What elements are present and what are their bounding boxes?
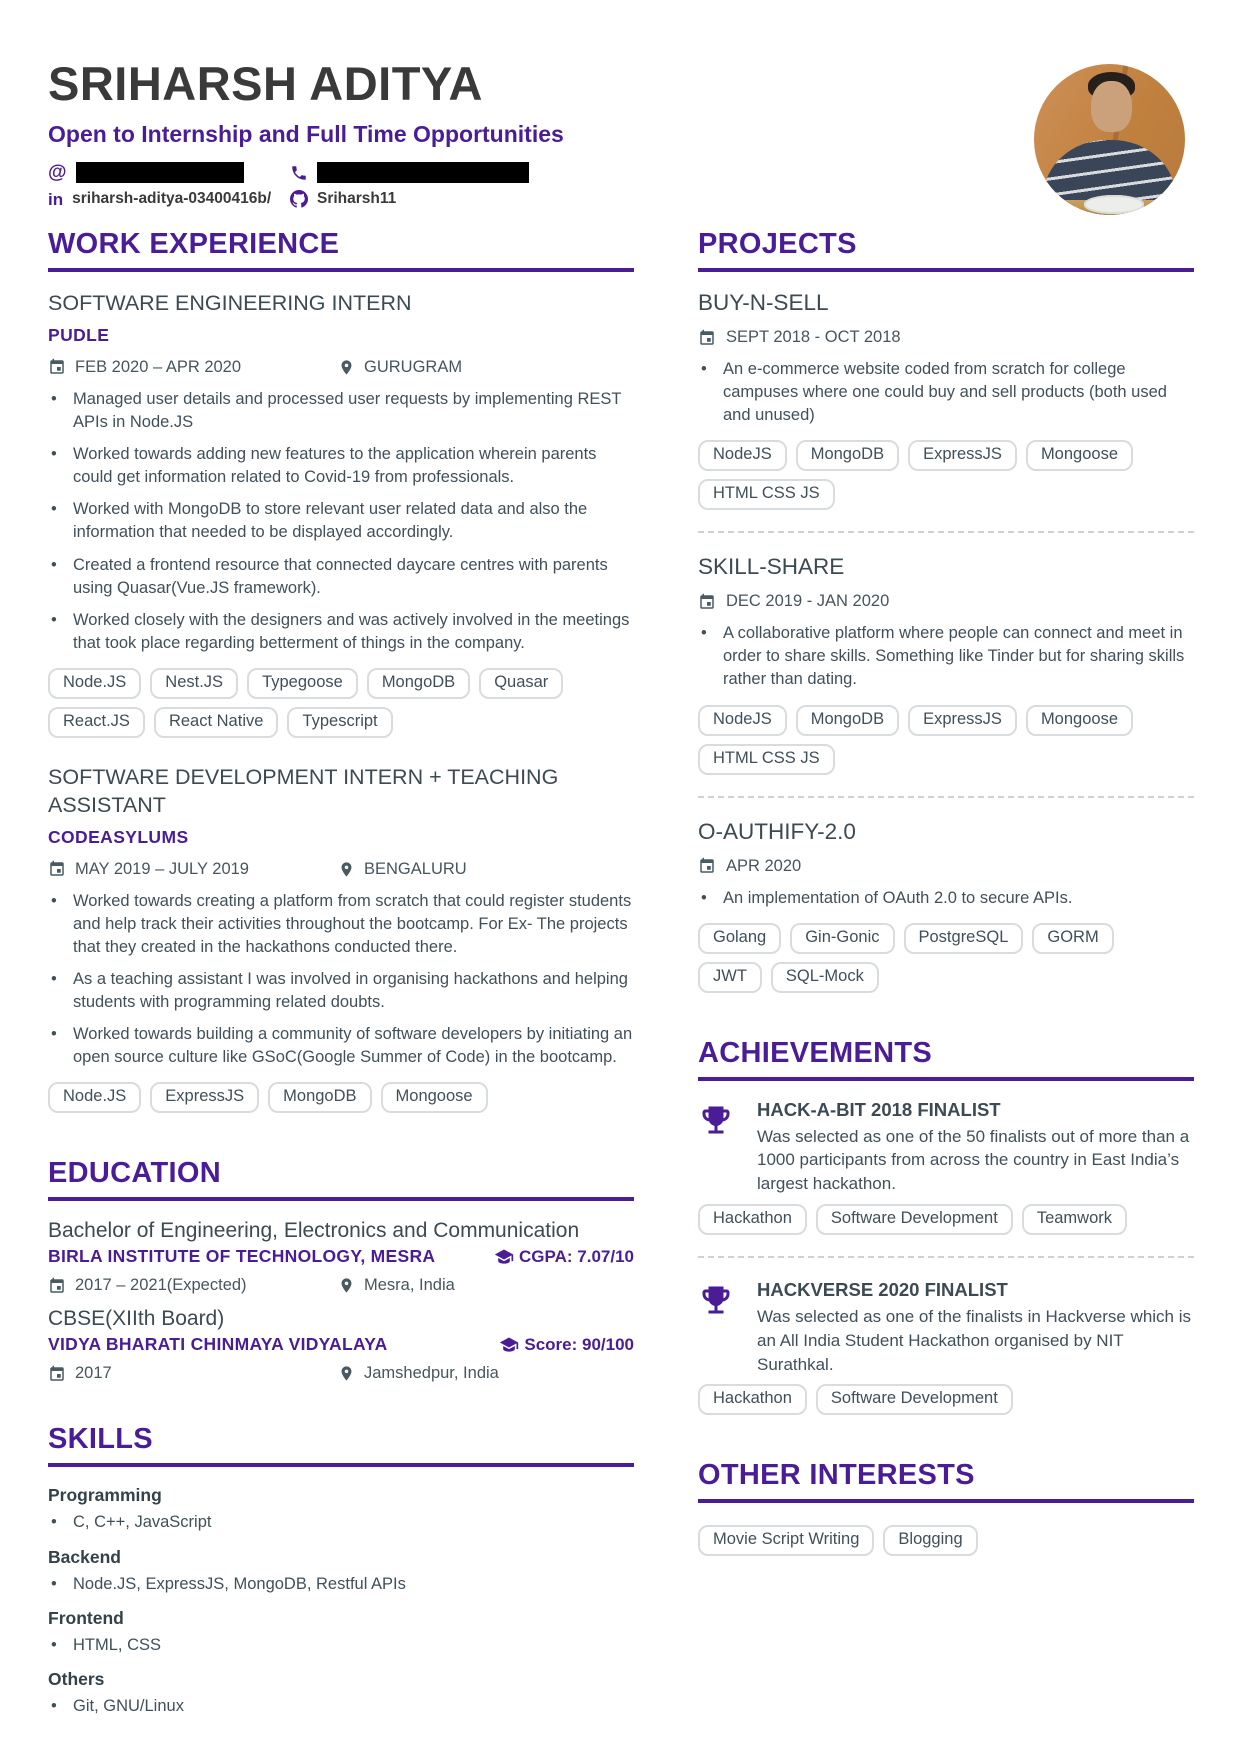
score-value: Score: 90/100 (524, 1334, 634, 1354)
job-meta (48, 358, 634, 377)
achievement-entry (698, 1279, 1194, 1376)
github-link[interactable]: Sriharsh11 (317, 190, 397, 207)
bullet-dot: • (51, 1696, 57, 1715)
job-dates: FEB 2020 – APR 2020 (75, 357, 242, 376)
edu-meta (48, 1276, 634, 1295)
email-item (48, 162, 290, 183)
bullet-dot: • (51, 1025, 57, 1044)
tag-chip: Mongoose (1026, 440, 1133, 471)
person-name: SRIHARSH ADITYA (48, 57, 483, 110)
project-dates: DEC 2019 - JAN 2020 (726, 592, 890, 611)
work-entry (48, 764, 634, 1118)
job-company: CODEASYLUMS (48, 826, 189, 847)
graduation-cap-icon (499, 1335, 519, 1355)
tag-chip: Nest.JS (150, 668, 238, 699)
achievement-title: HACKVERSE 2020 FINALIST (757, 1279, 1008, 1301)
job-dates-item (48, 860, 338, 879)
skill-items-text: HTML, CSS (73, 1635, 162, 1654)
job-bullets (48, 388, 634, 655)
tag-chip: GORM (1032, 923, 1113, 954)
school-row (48, 1246, 634, 1267)
calendar-icon (698, 857, 716, 875)
job-bullet (48, 388, 634, 434)
tag-chip: Gin-Gonic (790, 923, 894, 954)
skill-group-label: Frontend (48, 1607, 124, 1628)
edu-dates: 2017 (75, 1364, 112, 1383)
achievement-entries (698, 1099, 1194, 1420)
skill-items-text: C, C++, JavaScript (73, 1513, 212, 1532)
skill-items (48, 1634, 634, 1657)
calendar-icon (48, 860, 66, 878)
tag-chip: ExpressJS (908, 705, 1017, 736)
bullet-dot: • (51, 500, 57, 519)
project-bullets (698, 887, 1194, 910)
job-bullet-text: Worked towards adding new features to the application wherein parents could get information related to Covid-19 from professionals. (73, 445, 597, 487)
phone-redacted-bar (317, 162, 529, 183)
job-location: BENGALURU (364, 859, 467, 878)
interest-chip: Blogging (883, 1525, 977, 1556)
achievement-description: Was selected as one of the 50 finalists out of more than a 1000 participants from across the country in East India’s largest hackathon. (757, 1126, 1190, 1194)
skill-group (48, 1608, 634, 1657)
tag-chip: PostgreSQL (904, 923, 1024, 954)
project-name: SKILL-SHARE (698, 554, 845, 580)
tag-chip: Software Development (816, 1204, 1013, 1235)
github-icon (290, 190, 308, 208)
job-bullet (48, 609, 634, 655)
calendar-icon (48, 1365, 66, 1383)
job-title: SOFTWARE ENGINEERING INTERN (48, 291, 412, 315)
bullet-dot: • (51, 610, 57, 629)
bullet-dot: • (51, 1513, 57, 1532)
project-entry (698, 819, 1194, 997)
project-bullet (698, 622, 1194, 691)
project-meta (698, 857, 1194, 876)
tag-chip: MongoDB (796, 705, 899, 736)
project-entry (698, 290, 1194, 514)
job-title: SOFTWARE DEVELOPMENT INTERN + TEACHING ASSISTANT (48, 764, 559, 817)
project-bullet (698, 887, 1194, 910)
job-tags (48, 1078, 634, 1117)
edu-meta (48, 1364, 634, 1383)
tag-chip: ExpressJS (908, 440, 1017, 471)
profile-photo (1034, 64, 1185, 215)
tag-chip: MongoDB (367, 668, 470, 699)
degree-name: CBSE(XIIth Board) (48, 1307, 225, 1331)
header (0, 0, 1242, 208)
interest-chip: Movie Script Writing (698, 1525, 874, 1556)
bullet-dot: • (51, 970, 57, 989)
tag-chip: Typegoose (247, 668, 358, 699)
edu-location: Jamshedpur, India (364, 1364, 499, 1383)
dashed-divider (698, 1256, 1194, 1258)
section-skills: SKILLS (48, 1423, 634, 1467)
skill-group (48, 1547, 634, 1596)
skill-group-label: Backend (48, 1546, 121, 1567)
section-achievements: ACHIEVEMENTS (698, 1037, 1194, 1081)
project-entries (698, 290, 1194, 997)
skill-items-text: Node.JS, ExpressJS, MongoDB, Restful APIs (73, 1574, 406, 1593)
tag-chip: NodeJS (698, 440, 787, 471)
project-entry (698, 554, 1194, 778)
project-bullets (698, 358, 1194, 427)
linkedin-item (48, 190, 290, 208)
achievement-description: Was selected as one of the finalists in Hackverse which is an All India Student Hackathon organised by NIT Surathkal. (757, 1307, 1192, 1374)
education-entry (48, 1219, 634, 1295)
graduation-cap-icon (494, 1247, 514, 1267)
section-projects: PROJECTS (698, 228, 1194, 272)
score-badge (499, 1335, 634, 1355)
dashed-divider (698, 531, 1194, 533)
tag-chip: NodeJS (698, 705, 787, 736)
project-bullet (698, 358, 1194, 427)
tag-chip: ExpressJS (150, 1082, 259, 1113)
tag-chip: Node.JS (48, 668, 141, 699)
location-icon (338, 1365, 355, 1382)
tag-chip: React Native (154, 707, 278, 738)
skill-group (48, 1485, 634, 1534)
job-dates: MAY 2019 – JULY 2019 (75, 859, 249, 878)
achievement-title: HACK-A-BIT 2018 FINALIST (757, 1098, 1001, 1120)
bullet-dot: • (51, 445, 57, 464)
skill-items (48, 1573, 634, 1596)
job-location: GURUGRAM (364, 357, 463, 376)
score-value: CGPA: 7.07/10 (519, 1246, 634, 1266)
location-icon (338, 1277, 355, 1294)
project-meta (698, 328, 1194, 347)
tag-chip: SQL-Mock (771, 962, 879, 993)
tag-chip: Hackathon (698, 1204, 807, 1235)
job-bullet-text: Managed user details and processed user requests by implementing REST APIs in Node.JS (73, 389, 622, 432)
tag-chip: Node.JS (48, 1082, 141, 1113)
edu-location: Mesra, India (364, 1276, 455, 1295)
job-bullets (48, 890, 634, 1070)
job-company: PUDLE (48, 324, 110, 345)
edu-dates: 2017 – 2021(Expected) (75, 1276, 247, 1295)
calendar-icon (48, 358, 66, 376)
bullet-dot: • (701, 360, 707, 378)
skills-groups (48, 1485, 634, 1717)
skill-group-label: Others (48, 1668, 105, 1689)
calendar-icon (698, 329, 716, 347)
project-dates: SEPT 2018 - OCT 2018 (726, 328, 901, 346)
project-name: BUY-N-SELL (698, 290, 829, 315)
trophy-icon (698, 1279, 740, 1376)
job-bullet-text: As a teaching assistant I was involved in organising hackathons and helping students with programming related doubts. (73, 970, 628, 1012)
skill-items (48, 1695, 634, 1718)
job-bullet-text: Worked closely with the designers and was actively involved in the meetings that took place regarding betterment of things in the company. (73, 610, 630, 652)
tag-chip: Quasar (479, 668, 563, 699)
work-entry (48, 290, 634, 742)
tag-chip: Golang (698, 923, 781, 954)
edu-location-item (338, 1364, 499, 1383)
job-bullet (48, 443, 634, 489)
headline: Open to Internship and Full Time Opportunities (48, 121, 564, 147)
tag-chip: Mongoose (381, 1082, 488, 1113)
email-icon: @ (48, 162, 67, 183)
education-entries (48, 1219, 634, 1383)
linkedin-link[interactable]: sriharsh-aditya-03400416b/ (72, 190, 272, 207)
job-tags (48, 664, 634, 742)
dashed-divider (698, 796, 1194, 798)
tag-chip: HTML CSS JS (698, 479, 835, 510)
location-icon (338, 861, 355, 878)
location-icon (338, 359, 355, 376)
skill-items (48, 1511, 634, 1534)
achievement-entry (698, 1099, 1194, 1196)
content-columns (0, 228, 1242, 1727)
project-bullet-text: An implementation of OAuth 2.0 to secure APIs. (723, 888, 1073, 907)
achievement-tags (698, 1200, 1194, 1239)
job-bullet-text: Worked towards building a community of software developers by initiating an open source culture like GSoC(Google Summer of Code) in the bootcamp. (73, 1025, 633, 1067)
job-bullet (48, 890, 634, 959)
calendar-icon (48, 1277, 66, 1295)
bullet-dot: • (51, 555, 57, 574)
bullet-dot: • (51, 891, 57, 910)
tag-chip: HTML CSS JS (698, 744, 835, 775)
bullet-dot: • (51, 389, 57, 408)
tag-chip: Software Development (816, 1384, 1013, 1415)
degree-name: Bachelor of Engineering, Electronics and Communication (48, 1219, 580, 1243)
edu-dates-item (48, 1364, 338, 1383)
job-bullet (48, 1023, 634, 1069)
achievement-body (757, 1099, 1194, 1196)
tag-chip: React.JS (48, 707, 145, 738)
tag-chip: Mongoose (1026, 705, 1133, 736)
score-badge (494, 1247, 634, 1267)
job-dates-item (48, 358, 338, 377)
tag-chip: Typescript (287, 707, 392, 738)
section-education: EDUCATION (48, 1157, 634, 1201)
section-other-interests: OTHER INTERESTS (698, 1459, 1194, 1503)
project-tags (698, 701, 1194, 779)
tag-chip: MongoDB (268, 1082, 371, 1113)
job-location-item (338, 860, 467, 879)
achievement-body (757, 1279, 1194, 1376)
education-entry (48, 1307, 634, 1383)
job-meta (48, 860, 634, 879)
job-bullet (48, 968, 634, 1014)
skill-group-label: Programming (48, 1485, 162, 1506)
calendar-icon (698, 593, 716, 611)
project-bullets (698, 622, 1194, 691)
linkedin-icon: in (48, 189, 64, 209)
project-name: O-AUTHIFY-2.0 (698, 818, 856, 844)
bullet-dot: • (51, 1635, 57, 1654)
section-work-experience: WORK EXPERIENCE (48, 228, 634, 272)
skill-group (48, 1669, 634, 1718)
project-bullet-text: A collaborative platform where people can connect and meet in order to share skills. Something like Tinder but for sharing skills rather than dating. (723, 624, 1185, 689)
bullet-dot: • (701, 888, 707, 907)
tag-chip: MongoDB (796, 440, 899, 471)
tag-chip: Hackathon (698, 1384, 807, 1415)
job-bullet-text: Created a frontend resource that connected daycare centres with parents using Quasar(Vue.JS framework). (73, 555, 608, 597)
email-redacted-bar (76, 162, 244, 183)
job-location-item (338, 358, 462, 377)
skill-items-text: Git, GNU/Linux (73, 1696, 184, 1715)
interest-tags (698, 1521, 1194, 1560)
edu-dates-item (48, 1276, 338, 1295)
job-bullet-text: Worked towards creating a platform from scratch that could register students and help track their activities throughout the bootcamp. For Ex- The projects that they created in the hackathons conducted there. (73, 891, 632, 956)
trophy-icon (698, 1099, 740, 1196)
contact-block (48, 162, 1194, 208)
project-tags (698, 919, 1194, 997)
edu-location-item (338, 1276, 455, 1295)
job-bullet (48, 498, 634, 544)
project-dates: APR 2020 (726, 856, 802, 875)
school-name: VIDYA BHARATI CHINMAYA VIDYALAYA (48, 1334, 388, 1355)
job-bullet-text: Worked with MongoDB to store relevant user related data and also the information that needed to be displayed accordingly. (73, 500, 588, 542)
school-name: BIRLA INSTITUTE OF TECHNOLOGY, MESRA (48, 1246, 436, 1267)
project-tags (698, 436, 1194, 514)
tag-chip: Teamwork (1022, 1204, 1127, 1235)
achievement-tags (698, 1380, 1194, 1419)
project-bullet-text: An e-commerce website coded from scratch for college campuses where one could buy and sell products (both used and unused) (723, 360, 1167, 425)
job-bullet (48, 554, 634, 600)
right-column (698, 228, 1194, 1727)
work-entries (48, 290, 634, 1117)
bullet-dot: • (51, 1574, 57, 1593)
project-meta (698, 592, 1194, 611)
left-column (48, 228, 634, 1727)
bullet-dot: • (701, 624, 707, 643)
tag-chip: JWT (698, 962, 762, 993)
phone-icon (290, 164, 308, 182)
school-row (48, 1334, 634, 1355)
